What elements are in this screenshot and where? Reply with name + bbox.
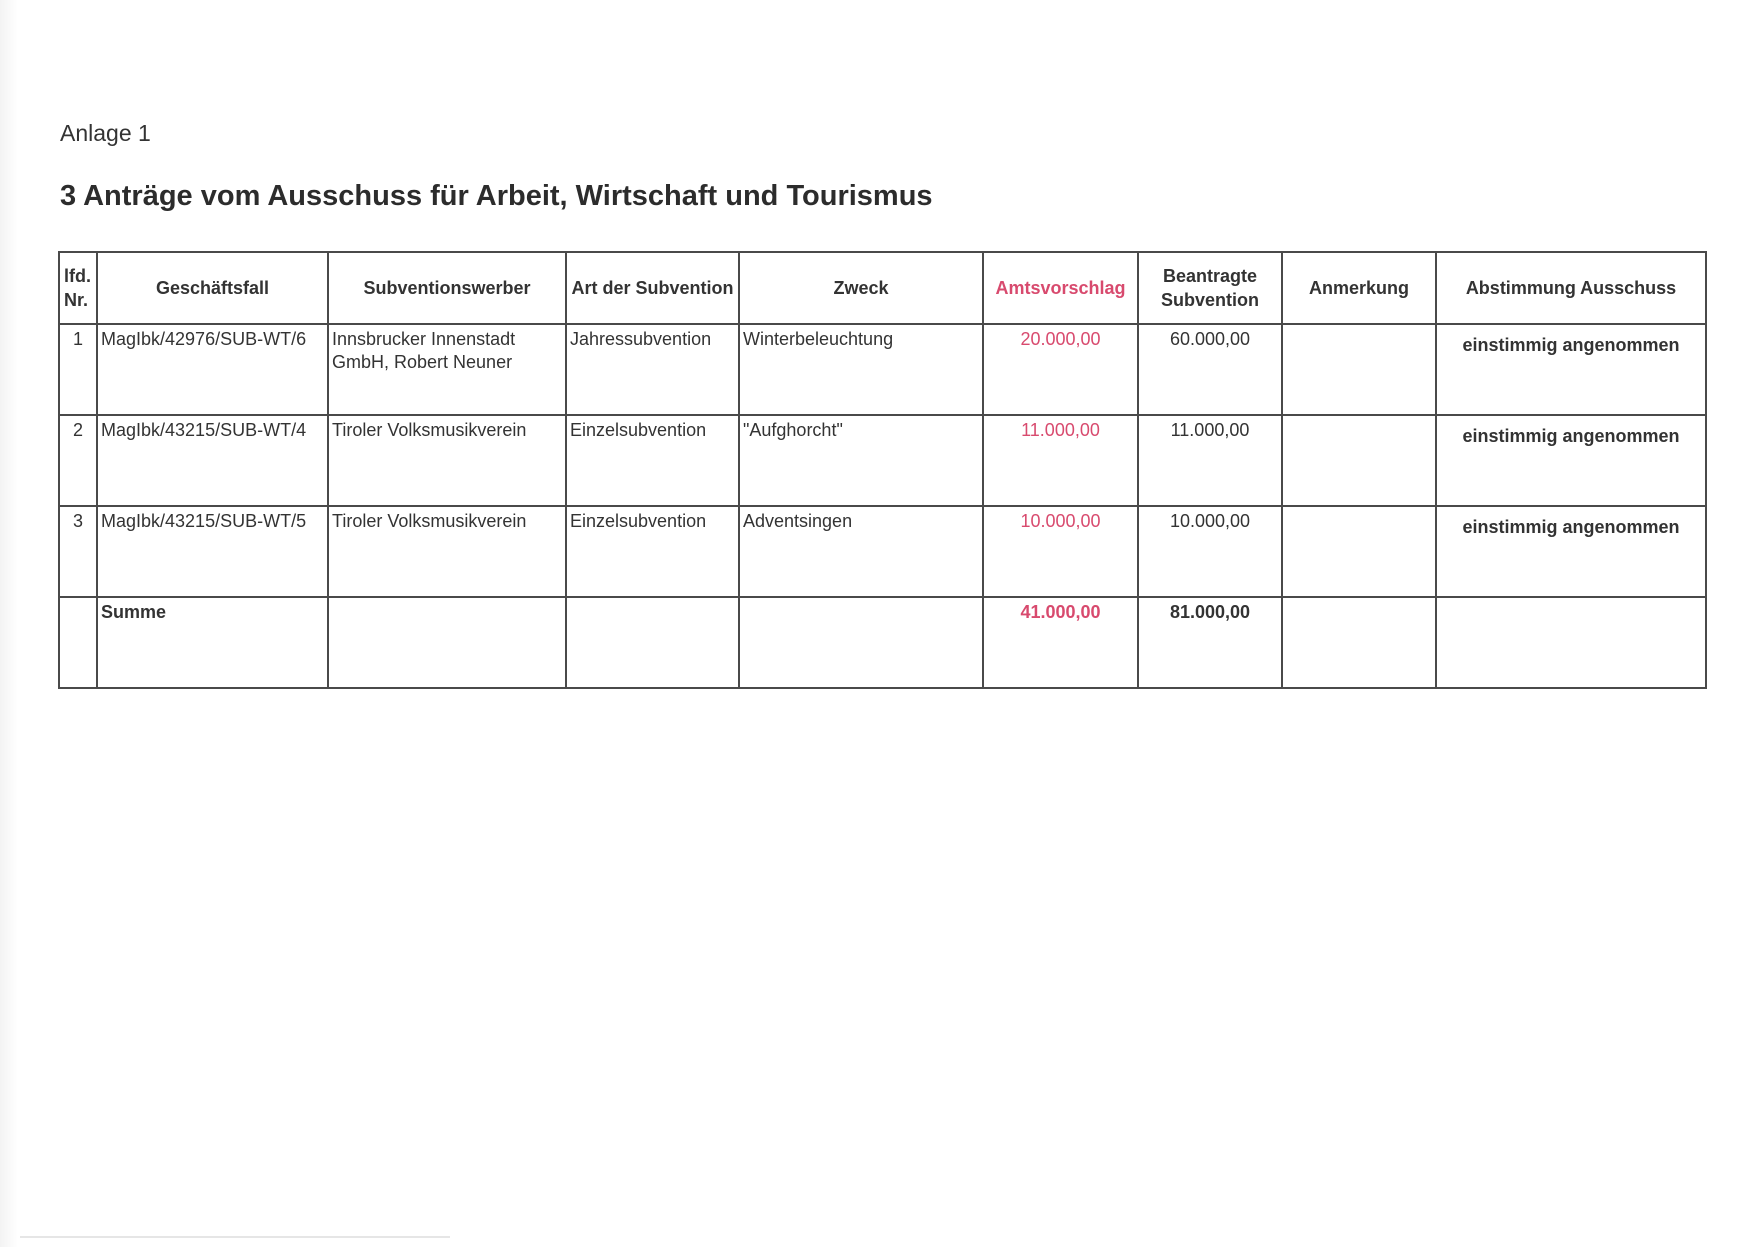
row-requested: 60.000,00 (1138, 324, 1282, 415)
scan-bottom-rule (20, 1236, 450, 1238)
page-edge-shadow (0, 0, 18, 1247)
row-case: MagIbk/43215/SUB-WT/5 (97, 506, 328, 597)
row-requested: 10.000,00 (1138, 506, 1282, 597)
header-requested: Beantragte Subvention (1138, 252, 1282, 324)
row-case: MagIbk/42976/SUB-WT/6 (97, 324, 328, 415)
row-vote (1436, 415, 1706, 506)
row-remark (1282, 415, 1436, 506)
header-remark: Anmerkung (1282, 252, 1436, 324)
sum-remark (1282, 597, 1436, 688)
row-proposal: 20.000,00 (983, 324, 1138, 415)
header-vote: Abstimmung Ausschuss (1436, 252, 1706, 324)
row-nr: 1 (59, 324, 97, 415)
row-nr: 3 (59, 506, 97, 597)
row-applicant: Tiroler Volksmusikverein (328, 506, 566, 597)
sum-requested: 81.000,00 (1138, 597, 1282, 688)
header-purpose: Zweck (739, 252, 983, 324)
row-type: Einzelsubvention (566, 506, 739, 597)
header-case: Geschäftsfall (97, 252, 328, 324)
row-vote-text: einstimmig angenommen (1462, 517, 1680, 537)
table-row (59, 324, 1706, 415)
row-proposal: 10.000,00 (983, 506, 1138, 597)
header-row (59, 252, 1706, 324)
grants-table (58, 251, 1707, 689)
sum-vote (1436, 597, 1706, 688)
sum-label: Summe (97, 597, 328, 688)
row-purpose: Winterbeleuchtung (739, 324, 983, 415)
row-purpose: Adventsingen (739, 506, 983, 597)
row-vote-text: einstimmig angenommen (1462, 426, 1680, 446)
row-vote (1436, 324, 1706, 415)
row-remark (1282, 506, 1436, 597)
header-proposal: Amtsvorschlag (983, 252, 1138, 324)
page-title: 3 Anträge vom Ausschuss für Arbeit, Wirtschaft und Tourismus (60, 180, 933, 212)
sum-type (566, 597, 739, 688)
row-proposal: 11.000,00 (983, 415, 1138, 506)
row-applicant: Tiroler Volksmusikverein (328, 415, 566, 506)
row-remark (1282, 324, 1436, 415)
row-vote (1436, 506, 1706, 597)
sum-purpose (739, 597, 983, 688)
table-row (59, 506, 1706, 597)
table-row (59, 415, 1706, 506)
row-purpose: "Aufghorcht" (739, 415, 983, 506)
row-type: Einzelsubvention (566, 415, 739, 506)
header-nr: lfd. Nr. (59, 252, 97, 324)
row-type: Jahressubvention (566, 324, 739, 415)
row-nr: 2 (59, 415, 97, 506)
row-requested: 11.000,00 (1138, 415, 1282, 506)
row-case: MagIbk/43215/SUB-WT/4 (97, 415, 328, 506)
sum-nr (59, 597, 97, 688)
row-applicant: Innsbrucker Innenstadt GmbH, Robert Neuner (328, 324, 566, 415)
row-vote-text: einstimmig angenommen (1462, 335, 1680, 355)
sum-applicant (328, 597, 566, 688)
header-type: Art der Subvention (566, 252, 739, 324)
header-applicant: Subventionswerber (328, 252, 566, 324)
annex-label: Anlage 1 (60, 120, 151, 146)
sum-row (59, 597, 1706, 688)
sum-proposal: 41.000,00 (983, 597, 1138, 688)
